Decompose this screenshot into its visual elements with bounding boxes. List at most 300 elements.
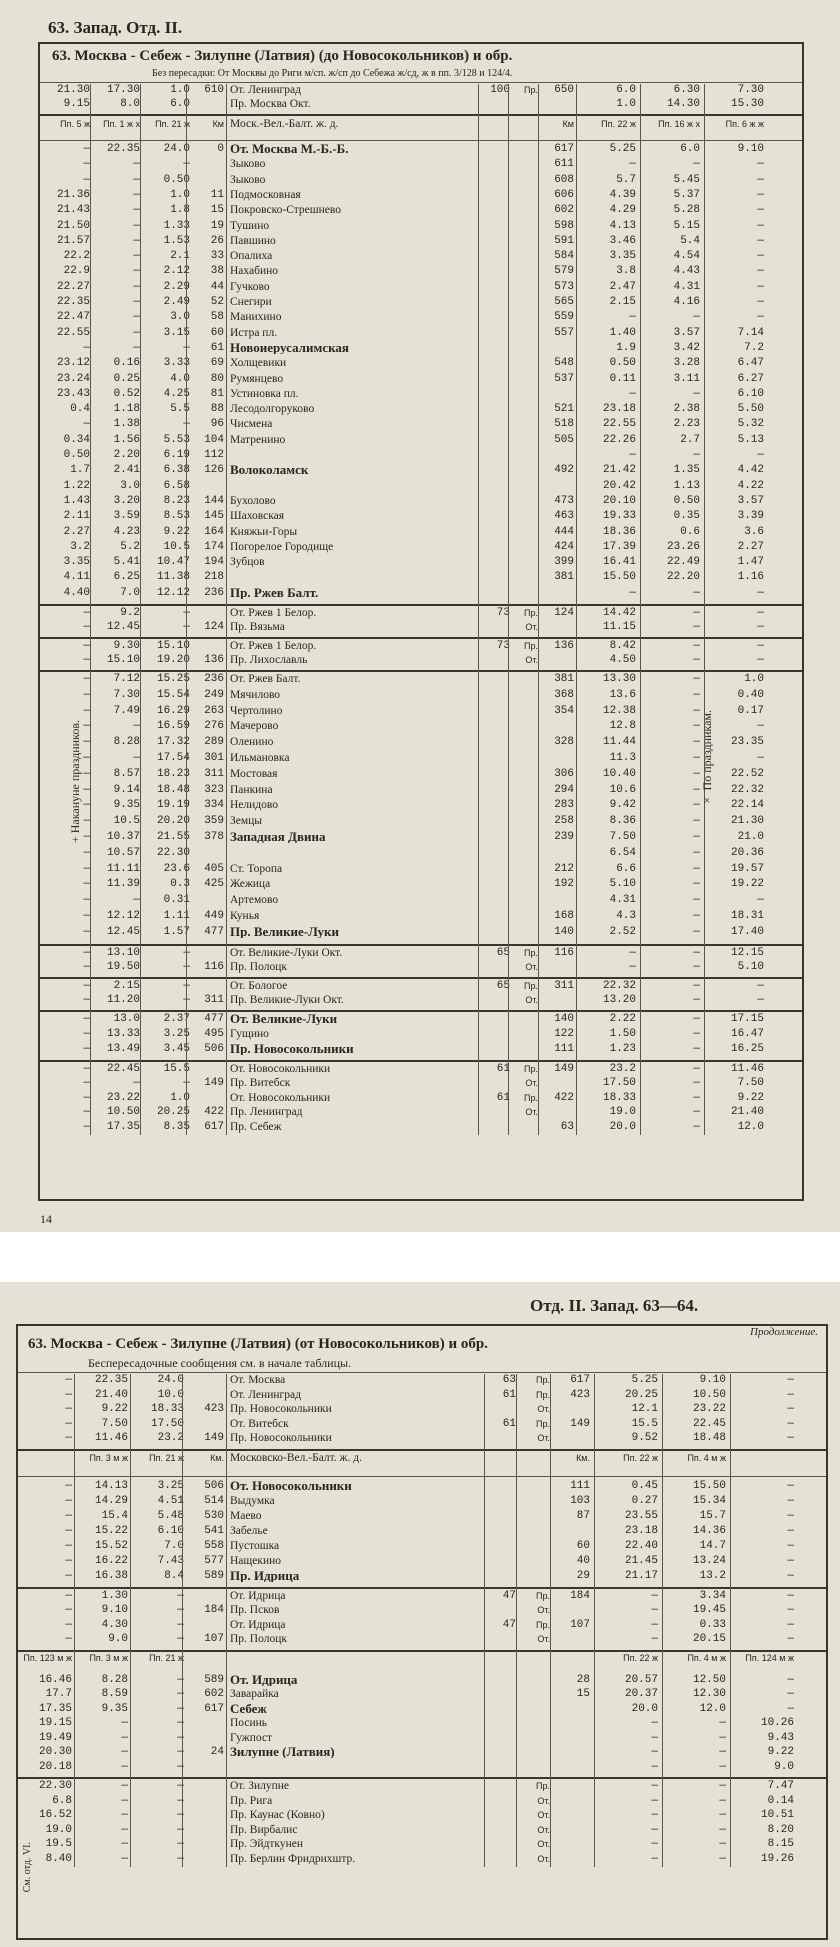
time-cell: 4.11 (63, 571, 90, 584)
time-cell: 21.45 (624, 1554, 658, 1567)
station-name: Забелье (230, 1524, 268, 1537)
km-cell: 423 (204, 1403, 224, 1415)
station-name: Манихино (230, 311, 282, 324)
time-cell: — (693, 1062, 700, 1075)
time-cell: — (757, 752, 764, 764)
station-name: От. Москва М.-Б.-Б. (230, 143, 349, 155)
time-cell: 10.50 (692, 1388, 726, 1401)
train-number-header: Пп. 21 ж (155, 119, 190, 129)
table-row (18, 1570, 826, 1582)
km-cell: 506 (204, 1042, 224, 1055)
table-row (18, 1555, 826, 1567)
time-cell: 3.25 (157, 1479, 184, 1492)
time-cell: — (177, 1618, 184, 1631)
time-cell: — (177, 1852, 184, 1865)
station-name: От. Ржев 1 Белор. (230, 640, 317, 652)
time-cell: — (757, 993, 764, 1006)
table-row (40, 158, 802, 170)
row-divider (40, 944, 802, 946)
km-cell: 473 (554, 494, 574, 507)
time-cell: 22.45 (106, 1062, 140, 1075)
km-cell: 558 (204, 1539, 224, 1552)
column-header-row (18, 1452, 826, 1476)
section-header: Отд. II. Запад. 63—64. (530, 1296, 699, 1315)
train-number-header: Пп. 4 м ж (687, 1652, 726, 1663)
time-cell: 13.49 (106, 1042, 140, 1055)
time-cell: — (83, 946, 90, 959)
km-cell: 514 (204, 1494, 224, 1507)
time-cell: 16.25 (730, 1042, 764, 1055)
km-cell: 29 (576, 1569, 590, 1582)
time-cell: — (693, 946, 700, 959)
time-cell: — (787, 1417, 794, 1430)
time-cell: 18.23 (156, 767, 190, 780)
time-cell: 13.30 (602, 673, 636, 685)
station-name: Гужпост (230, 1731, 273, 1744)
time-cell: 15.54 (156, 688, 190, 701)
station-name: Оленино (230, 736, 274, 749)
km-cell: 381 (554, 673, 574, 685)
station-name: Покровско-Стрешнево (230, 204, 341, 217)
km-cell: 606 (554, 188, 574, 201)
time-cell: 21.55 (156, 831, 190, 843)
time-cell: — (83, 720, 90, 733)
row-divider (40, 114, 802, 116)
table-row (40, 621, 802, 633)
time-cell: — (787, 1618, 794, 1631)
table-row (40, 640, 802, 652)
time-cell: — (133, 219, 140, 232)
station-name: Чертолино (230, 704, 283, 717)
time-cell: — (133, 280, 140, 293)
time-cell: 12.30 (692, 1688, 726, 1700)
time-cell: 0.34 (63, 433, 90, 446)
time-cell: — (183, 960, 190, 973)
time-cell: — (83, 158, 90, 171)
time-cell: — (693, 607, 700, 619)
time-cell: — (83, 173, 90, 186)
time-cell: 15.7 (699, 1509, 726, 1522)
arr-dep-mark: От. (537, 1404, 550, 1414)
time-cell: 12.50 (692, 1673, 726, 1686)
table-row (40, 434, 802, 446)
time-cell: 2.27 (737, 540, 764, 553)
time-cell: — (83, 799, 90, 812)
time-cell: 7.47 (767, 1780, 794, 1792)
time-cell: 10.26 (760, 1717, 794, 1729)
time-cell: — (83, 993, 90, 1006)
time-cell: 22.26 (602, 433, 636, 446)
time-cell: 14.7 (699, 1539, 726, 1552)
time-cell: 2.37 (163, 1012, 190, 1025)
time-cell: — (757, 158, 764, 171)
km-cell: 116 (204, 960, 224, 973)
time-cell: — (133, 204, 140, 217)
table-row (40, 947, 802, 959)
km-cell: 184 (204, 1604, 224, 1616)
time-cell: 3.46 (609, 234, 636, 247)
column-divider (516, 1374, 517, 1867)
time-cell: — (133, 720, 140, 733)
station-name: Кунья (230, 910, 260, 922)
table-row (40, 84, 802, 96)
time-cell: — (133, 173, 140, 186)
time-cell: 22.9 (63, 265, 90, 278)
km-cell: 311 (204, 993, 224, 1006)
time-cell: 11.44 (602, 736, 636, 749)
station-name: Княжьи-Горы (230, 525, 298, 538)
km-cell: 40 (576, 1554, 590, 1567)
time-cell: 4.31 (673, 280, 700, 293)
time-cell: 7.0 (120, 586, 140, 599)
time-cell: 4.25 (163, 387, 190, 400)
time-cell: 9.22 (163, 525, 190, 538)
time-cell: — (183, 418, 190, 431)
time-cell: 15.30 (730, 98, 764, 110)
table-row (40, 784, 802, 796)
km-cell: 149 (570, 1417, 590, 1430)
station-name: От. Зилупне (230, 1780, 290, 1792)
time-cell: 0.45 (631, 1479, 658, 1492)
station-name: Бухолово (230, 494, 276, 507)
time-cell: 9.22 (101, 1403, 128, 1415)
time-cell: 18.48 (692, 1432, 726, 1444)
table-row (40, 541, 802, 553)
train-number-header: Пп. 4 м ж (687, 1452, 726, 1463)
time-cell: 22.14 (730, 799, 764, 812)
km-cell: 144 (204, 494, 224, 507)
station-name: От. Новосокольники (230, 1091, 331, 1104)
km-cell: 26 (210, 234, 224, 247)
time-cell: 5.7 (616, 173, 636, 186)
time-cell: — (651, 1794, 658, 1807)
table-row (40, 526, 802, 538)
table-row (18, 1824, 826, 1836)
time-cell: 5.45 (673, 173, 700, 186)
table-ref: 65 (496, 946, 510, 959)
time-cell: — (183, 341, 190, 354)
km-cell: 88 (210, 403, 224, 416)
time-cell: 18.48 (156, 783, 190, 796)
table-row (40, 418, 802, 430)
km-cell: 405 (204, 862, 224, 875)
time-cell: 23.55 (624, 1509, 658, 1522)
station-name: От. Бологое (230, 979, 288, 992)
time-cell: — (65, 1374, 72, 1386)
time-cell: 6.10 (157, 1524, 184, 1537)
time-cell: — (693, 586, 700, 599)
station-name: Ильмановка (230, 752, 290, 764)
km-cell: 28 (576, 1673, 590, 1686)
station-name: Волоколамск (230, 464, 309, 477)
column-divider (550, 1374, 551, 1867)
time-cell: 13.33 (106, 1027, 140, 1040)
time-cell: 5.15 (673, 219, 700, 232)
arr-dep-mark: Пр. (536, 1781, 550, 1791)
station-name: Матренино (230, 433, 286, 446)
column-divider (730, 1374, 731, 1867)
table-row (40, 403, 802, 415)
time-cell: — (83, 767, 90, 780)
station-name: От. Новосокольники (230, 1062, 331, 1075)
time-cell: — (719, 1780, 726, 1792)
km-cell: 69 (210, 357, 224, 370)
time-cell: — (121, 1838, 128, 1850)
time-cell: 12.0 (737, 1120, 764, 1133)
time-cell: 3.6 (744, 525, 764, 538)
time-cell: — (177, 1717, 184, 1729)
time-cell: 4.43 (673, 265, 700, 278)
time-cell: 22.45 (692, 1417, 726, 1430)
arr-dep-mark: Пр. (524, 641, 538, 651)
table-row (40, 281, 802, 293)
time-cell: — (65, 1554, 72, 1567)
time-cell: 15.10 (156, 640, 190, 652)
time-cell: 0.27 (631, 1494, 658, 1507)
table-row (18, 1853, 826, 1865)
train-number-header: Пп. 22 ж (623, 1652, 658, 1663)
time-cell: 14.13 (94, 1479, 128, 1492)
time-cell: 12.15 (730, 946, 764, 959)
table-row (40, 373, 802, 385)
table-row (40, 1092, 802, 1104)
time-cell: — (757, 280, 764, 293)
side-note: См. отд. VI. (22, 1842, 33, 1893)
train-number-header: Пп. 22 ж (601, 119, 636, 129)
km-cell: 492 (554, 464, 574, 477)
station-name: Зилупне (Латвия) (230, 1746, 335, 1758)
time-cell: — (651, 1823, 658, 1836)
time-cell: — (83, 607, 90, 619)
table-row (40, 926, 802, 938)
time-cell: — (83, 673, 90, 685)
table-ref: 73 (496, 640, 510, 652)
time-cell: 0.35 (673, 510, 700, 523)
time-cell: — (787, 1702, 794, 1715)
time-cell: — (177, 1673, 184, 1686)
time-cell: 1.0 (744, 673, 764, 685)
km-cell: 518 (554, 418, 574, 431)
time-cell: 21.30 (56, 84, 90, 96)
time-cell: — (757, 204, 764, 217)
table-row (18, 1590, 826, 1602)
time-cell: — (693, 654, 700, 666)
time-cell: 8.40 (45, 1852, 72, 1865)
time-cell: 17.7 (45, 1688, 72, 1700)
arr-dep-mark: От. (537, 1853, 550, 1864)
time-cell: 2.20 (113, 449, 140, 461)
table-row (40, 961, 802, 973)
station-name: Пр. Идрица (230, 1569, 300, 1582)
table-row (40, 1028, 802, 1040)
time-cell: — (693, 862, 700, 875)
time-cell: — (787, 1688, 794, 1700)
km-cell: 306 (554, 767, 574, 780)
time-cell: 1.56 (113, 433, 140, 446)
time-cell: 7.50 (101, 1417, 128, 1430)
table-row (40, 296, 802, 308)
time-cell: 1.33 (163, 219, 190, 232)
table-row (40, 894, 802, 906)
arr-dep-mark: Пр. (524, 1092, 538, 1103)
time-cell: 6.25 (113, 571, 140, 584)
time-cell: — (121, 1780, 128, 1792)
arr-dep-mark: Пр. (536, 1590, 550, 1601)
time-cell: 6.0 (616, 84, 636, 96)
time-cell: 4.39 (609, 188, 636, 201)
km-cell: 126 (204, 464, 224, 477)
time-cell: 22.35 (106, 143, 140, 155)
km-cell: 33 (210, 250, 224, 263)
km-cell: 584 (554, 250, 574, 263)
table-row (18, 1619, 826, 1631)
time-cell: — (787, 1432, 794, 1444)
time-cell: 15.52 (94, 1539, 128, 1552)
time-cell: 1.0 (170, 1091, 190, 1104)
time-cell: — (133, 265, 140, 278)
station-name: Опалиха (230, 250, 273, 263)
time-cell: — (65, 1633, 72, 1645)
station-name: Себеж (230, 1702, 267, 1715)
time-cell: 8.42 (609, 640, 636, 652)
railway-name: Моск.-Вел.-Балт. ж. д. (230, 118, 339, 130)
time-cell: — (787, 1589, 794, 1602)
table-row (40, 1106, 802, 1118)
time-cell: 5.50 (737, 403, 764, 416)
time-cell: — (83, 1042, 90, 1055)
table-row (18, 1732, 826, 1744)
table-row (40, 1043, 802, 1055)
time-cell: — (693, 1027, 700, 1040)
time-cell: — (693, 688, 700, 701)
time-cell: 9.52 (631, 1432, 658, 1444)
time-cell: 22.32 (602, 979, 636, 992)
time-cell: 23.26 (666, 540, 700, 553)
time-cell: 20.57 (624, 1673, 658, 1686)
time-cell: 5.48 (157, 1509, 184, 1522)
time-cell: — (83, 979, 90, 992)
row-divider (18, 1476, 826, 1477)
km-cell: 617 (204, 1702, 224, 1715)
time-cell: — (121, 1731, 128, 1744)
km-cell: 589 (204, 1673, 224, 1686)
time-cell: 13.0 (113, 1012, 140, 1025)
time-cell: 2.12 (163, 265, 190, 278)
time-cell: — (177, 1780, 184, 1792)
table-row (40, 1077, 802, 1089)
time-cell: 12.38 (602, 704, 636, 717)
km-cell: 449 (204, 910, 224, 922)
table-row (18, 1540, 826, 1552)
time-cell: — (133, 188, 140, 201)
table-row (18, 1480, 826, 1492)
column-divider (90, 84, 91, 1135)
time-cell: 5.4 (680, 234, 700, 247)
time-cell: 3.2 (70, 540, 90, 553)
time-cell: 1.13 (673, 479, 700, 492)
station-name: Пр. Берлин Фридрихштр. (230, 1852, 356, 1865)
km-cell: 239 (554, 831, 574, 843)
time-cell: — (757, 607, 764, 619)
time-cell: 0.16 (113, 357, 140, 370)
table-ref: 65 (496, 979, 510, 992)
km-cell: 149 (204, 1432, 224, 1444)
km-cell: 116 (554, 946, 574, 959)
time-cell: 6.8 (52, 1794, 72, 1807)
time-cell: — (693, 910, 700, 922)
time-cell: 7.14 (737, 326, 764, 339)
km-cell: 212 (554, 862, 574, 875)
time-cell: 19.0 (45, 1823, 72, 1836)
km-cell: 194 (204, 556, 224, 569)
time-cell: — (693, 704, 700, 717)
time-cell: 10.40 (602, 767, 636, 780)
time-cell: 6.27 (737, 372, 764, 385)
table-row (18, 1525, 826, 1537)
km-header: Км (562, 119, 574, 129)
time-cell: — (693, 831, 700, 843)
km-cell: 80 (210, 372, 224, 385)
time-cell: 0.50 (673, 494, 700, 507)
station-name: Тушино (230, 219, 270, 232)
station-name: Зубцов (230, 556, 265, 569)
continued-label: Продолжение. (750, 1326, 818, 1338)
station-name: Пр. Москва Окт. (230, 98, 311, 110)
time-cell: 13.20 (602, 993, 636, 1006)
time-cell: — (177, 1688, 184, 1700)
column-divider (186, 84, 187, 1135)
row-divider (40, 604, 802, 606)
time-cell: 1.53 (163, 234, 190, 247)
km-cell: 60 (210, 326, 224, 339)
station-name: Лесодолгоруково (230, 403, 315, 416)
table-row (18, 1717, 826, 1729)
table-row (40, 587, 802, 599)
time-cell: — (651, 1604, 658, 1616)
time-cell: — (757, 188, 764, 201)
km-cell: 145 (204, 510, 224, 523)
table-row (40, 250, 802, 262)
time-cell: — (693, 736, 700, 749)
train-number-header: Пп. 22 ж (623, 1452, 658, 1463)
km-cell: 44 (210, 280, 224, 293)
time-cell: 0.50 (163, 173, 190, 186)
time-cell: — (65, 1509, 72, 1522)
time-cell: — (757, 296, 764, 308)
time-cell: 20.25 (624, 1388, 658, 1401)
time-cell: — (83, 960, 90, 973)
km-cell: 424 (554, 540, 574, 553)
table-row (40, 327, 802, 339)
time-cell: 10.47 (156, 556, 190, 569)
time-cell: 9.35 (113, 799, 140, 812)
time-cell: 17.50 (602, 1077, 636, 1090)
table-row (18, 1674, 826, 1686)
time-cell: — (65, 1432, 72, 1444)
time-cell: — (693, 158, 700, 171)
arr-dep-mark: От. (537, 1795, 550, 1806)
station-name: Пр. Псков (230, 1604, 280, 1616)
station-name: Панкина (230, 783, 273, 796)
time-cell: — (693, 311, 700, 324)
time-cell: 19.0 (609, 1106, 636, 1119)
time-cell: 9.10 (101, 1604, 128, 1616)
time-cell: 9.22 (767, 1746, 794, 1758)
time-cell: — (757, 234, 764, 247)
station-name: Гущино (230, 1027, 269, 1040)
time-cell: 8.4 (164, 1569, 184, 1582)
station-name: От. Великие-Луки (230, 1012, 338, 1025)
